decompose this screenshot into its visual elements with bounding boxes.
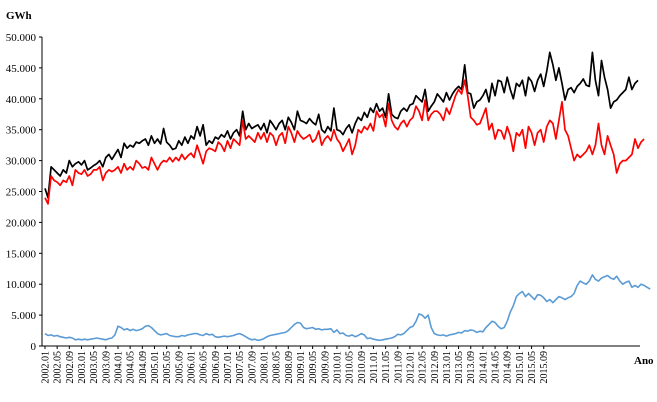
x-tick-label: 2005.01 — [149, 351, 161, 384]
x-tick-label: 2009.09 — [320, 351, 332, 384]
x-tick-label: 2006.05 — [198, 351, 210, 384]
x-tick-label: 2003.09 — [101, 351, 113, 384]
series-line-1 — [45, 52, 638, 197]
x-tick-label: 2004.05 — [125, 351, 137, 384]
x-tick-label: 2006.09 — [210, 351, 222, 384]
x-tick-label: 2014.05 — [490, 351, 502, 384]
x-tick-label: 2007.01 — [222, 351, 234, 384]
x-tick-label: 2003.01 — [76, 351, 88, 384]
x-tick-label: 2002.09 — [64, 351, 76, 384]
y-tick-label: 10.000 — [5, 279, 36, 292]
y-tick-label: 45.000 — [5, 62, 36, 75]
x-tick-label: 2002.01 — [40, 351, 52, 384]
series-line-3 — [45, 275, 650, 341]
x-tick-label: 2005.09 — [174, 351, 186, 384]
y-tick-label: 50.000 — [5, 32, 36, 44]
x-tick-label: 2005.05 — [162, 351, 174, 384]
x-tick-label: 2012.05 — [417, 351, 429, 384]
x-tick-label: 2004.01 — [113, 351, 125, 384]
y-tick-label: 25.000 — [5, 186, 36, 199]
y-tick-label: 20.000 — [5, 217, 36, 230]
series-line-2 — [45, 80, 644, 204]
y-tick-label: 35.000 — [5, 124, 36, 137]
y-tick-label: 0 — [30, 341, 36, 353]
x-tick-label: 2013.05 — [454, 351, 466, 384]
x-tick-label: 2007.05 — [235, 351, 247, 384]
x-tick-label: 2013.09 — [466, 351, 478, 384]
x-tick-label: 2004.09 — [137, 351, 149, 384]
x-tick-label: 2010.01 — [332, 351, 344, 384]
y-tick-label: 40.000 — [5, 93, 36, 106]
x-tick-label: 2011.01 — [368, 351, 380, 384]
x-tick-label: 2010.09 — [356, 351, 368, 384]
y-axis-ticks — [6, 32, 42, 353]
x-tick-label: 2011.09 — [393, 351, 405, 384]
x-tick-label: 2009.01 — [295, 351, 307, 384]
x-tick-label: 2015.09 — [539, 351, 551, 384]
x-axis-ticks — [41, 346, 551, 384]
x-tick-label: 2015.05 — [527, 351, 539, 384]
y-tick-label: 30.000 — [5, 155, 36, 168]
x-tick-label: 2014.01 — [478, 351, 490, 384]
x-tick-label: 2012.01 — [405, 351, 417, 384]
y-axis-label: GWh — [6, 10, 32, 22]
x-tick-label: 2012.09 — [429, 351, 441, 384]
x-tick-label: 2008.09 — [283, 351, 295, 384]
x-tick-label: 2009.05 — [308, 351, 320, 384]
x-tick-label: 2010.05 — [344, 351, 356, 384]
x-tick-label: 2002.05 — [52, 351, 64, 384]
x-tick-label: 2008.01 — [259, 351, 271, 384]
x-tick-label: 2007.09 — [247, 351, 259, 384]
x-tick-label: 2008.05 — [271, 351, 283, 384]
x-tick-label: 2006.01 — [186, 351, 198, 384]
x-tick-label: 2013.01 — [441, 351, 453, 384]
y-tick-label: 15.000 — [5, 248, 36, 261]
x-tick-label: 2003.05 — [89, 351, 101, 384]
x-tick-label: 2011.05 — [381, 351, 393, 384]
series-lines — [45, 52, 650, 340]
x-tick-label: 2015.01 — [514, 351, 526, 384]
x-axis-label: Ano — [634, 355, 654, 367]
x-tick-label: 2014.09 — [502, 351, 514, 384]
y-tick-label: 5.000 — [11, 310, 36, 323]
